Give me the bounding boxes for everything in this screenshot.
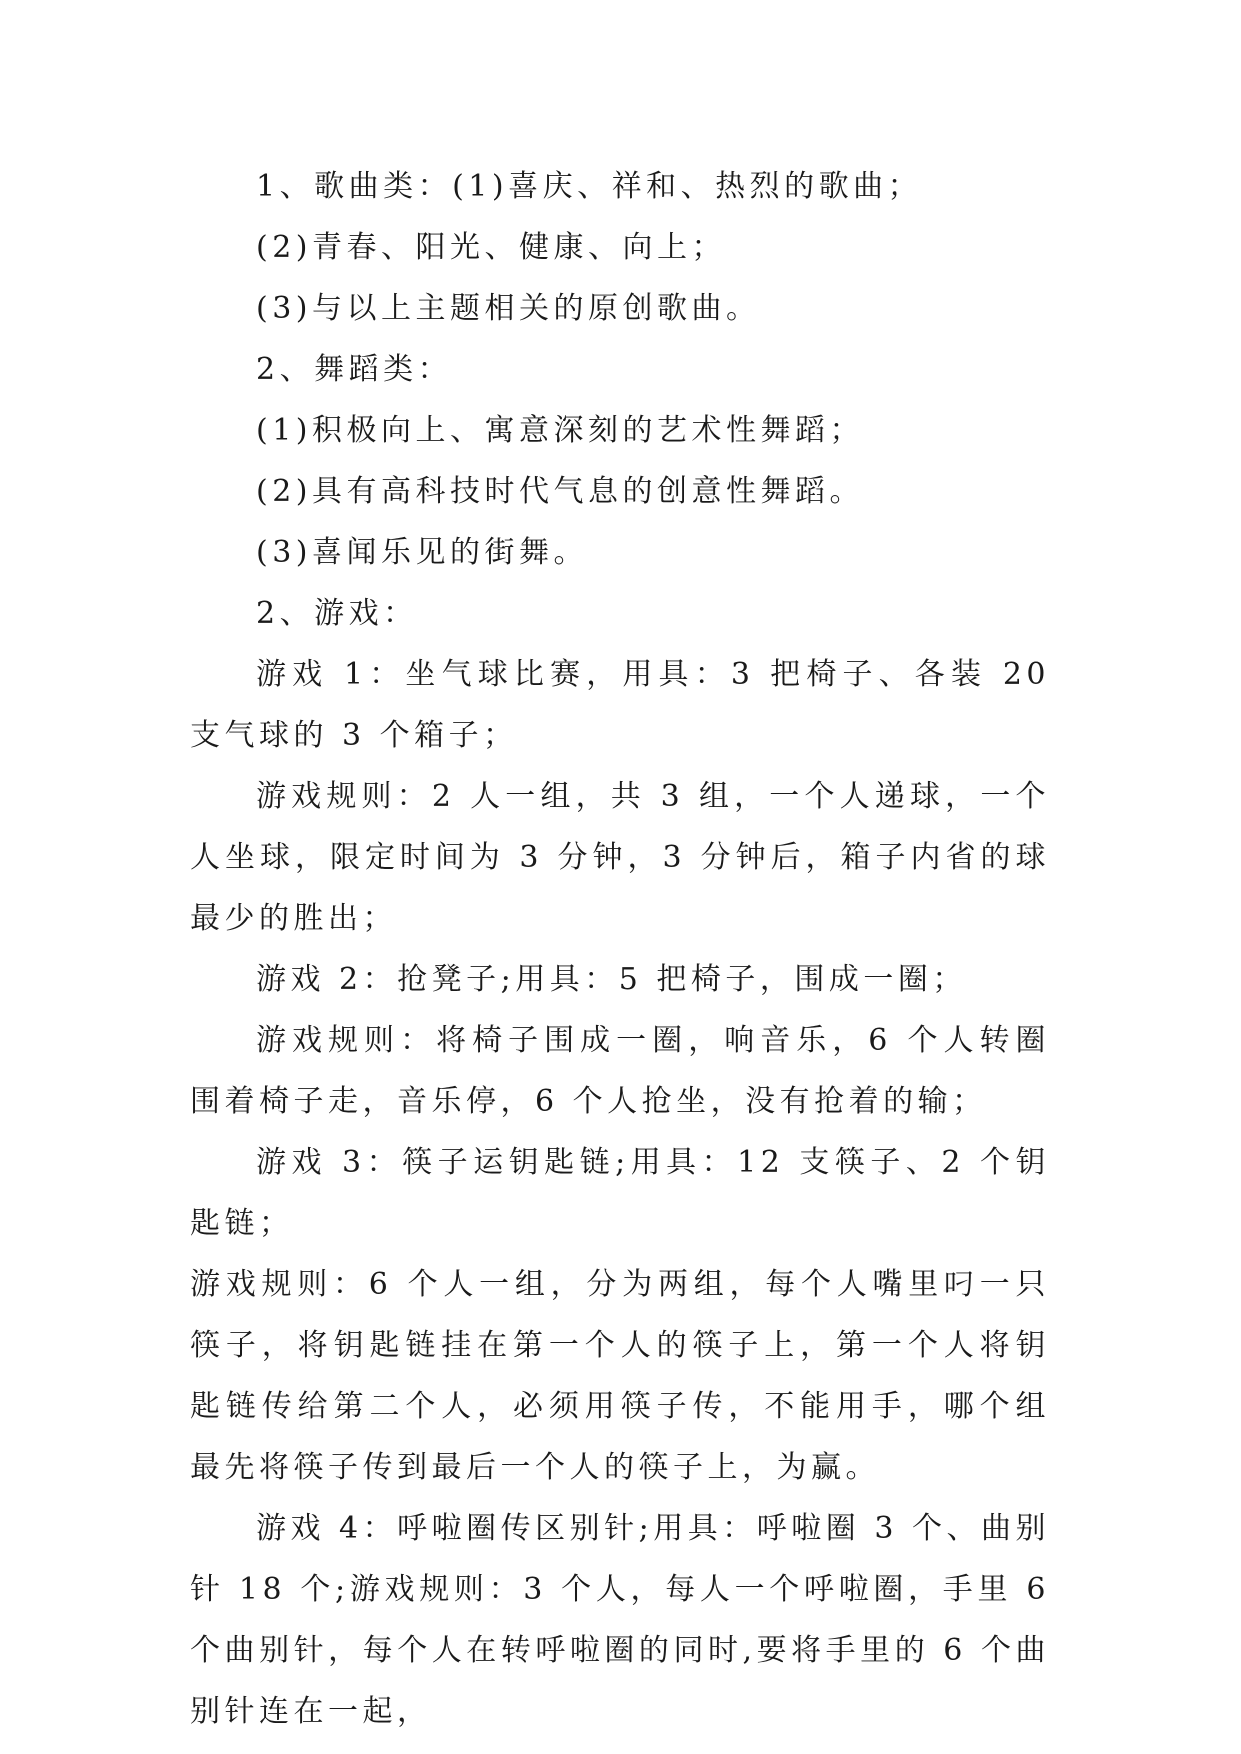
paragraph-games: 2、游戏： (256, 596, 418, 631)
paragraph-songs: 1、歌曲类：(1)喜庆、祥和、热烈的歌曲； (256, 169, 923, 204)
paragraph-dance-1: (1)积极向上、寓意深刻的艺术性舞蹈； (256, 413, 864, 448)
paragraph-songs-3: (3)与以上主题相关的原创歌曲。 (256, 291, 761, 326)
document-body (190, 156, 1050, 1742)
paragraph-game-1: 游戏 1：坐气球比赛，用具：3 把椅子、各装 20 支气球的 3 个箱子； (190, 657, 1050, 753)
paragraph-songs-2: (2)青春、阳光、健康、向上； (256, 230, 726, 265)
paragraph-game-2: 游戏 2：抢凳子;用具：5 把椅子，围成一圈； (256, 962, 967, 997)
paragraph-game-3-rules: 游戏规则：6 个人一组，分为两组，每个人嘴里叼一只筷子，将钥匙链挂在第一个人的筷子上，第一个人将钥匙链传给第二个人，必须用筷子传，不能用手，哪个组最先将筷子传到最后一个人的筷子上，为赢。 (190, 1267, 1050, 1485)
paragraph-dance-2: (2)具有高科技时代气息的创意性舞蹈。 (256, 474, 864, 509)
paragraph-game-1-rules: 游戏规则：2 人一组，共 3 组，一个人递球，一个人坐球，限定时间为 3 分钟，3 分钟后，箱子内省的球最少的胜出； (190, 779, 1050, 936)
paragraph-game-2-rules: 游戏规则：将椅子围成一圈，响音乐，6 个人转圈围着椅子走，音乐停，6 个人抢坐，没有抢着的输； (190, 1023, 1050, 1119)
paragraph-dance-3: (3)喜闻乐见的街舞。 (256, 535, 588, 570)
paragraph-game-3: 游戏 3：筷子运钥匙链;用具：12 支筷子、2 个钥匙链； (190, 1145, 1050, 1241)
paragraph-dance: 2、舞蹈类： (256, 352, 453, 387)
paragraph-game-4: 游戏 4：呼啦圈传区别针;用具：呼啦圈 3 个、曲别针 18 个;游戏规则：3 个人，每人一个呼啦圈，手里 6 个曲别针，每个人在转呼啦圈的同时,要将手里的 6 个曲别针连在一起， (190, 1511, 1050, 1729)
